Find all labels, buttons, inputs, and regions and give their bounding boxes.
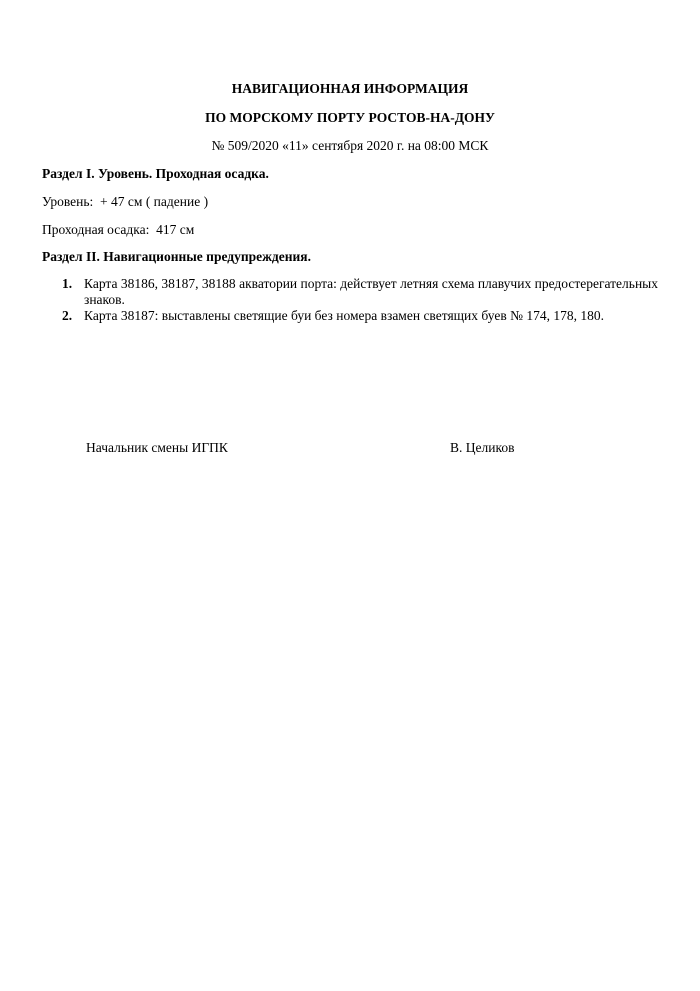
section1-heading: Раздел I. Уровень. Проходная осадка. <box>42 166 269 181</box>
signatory-role: Начальник смены ИГПК <box>86 440 228 455</box>
issue-number-date: № 509/2020 «11» сентября 2020 г. на 08:00 МСК <box>211 138 489 153</box>
document-title-line1: НАВИГАЦИОННАЯ ИНФОРМАЦИЯ <box>231 81 469 96</box>
document-title-line2: ПО МОРСКОМУ ПОРТУ РОСТОВ-НА-ДОНУ <box>205 110 495 125</box>
list-item-text: Карта 38187: выставлены светящие буи без номера взамен светящих буев № 174, 178, 180. <box>84 308 604 323</box>
list-item-number: 2. <box>62 308 73 323</box>
passage-draft: Проходная осадка: 417 см <box>42 222 195 237</box>
list-item <box>62 308 658 324</box>
signatory-name: В. Целиков <box>450 440 515 455</box>
water-level: Уровень: + 47 см ( падение ) <box>42 194 209 209</box>
list-item <box>62 276 658 308</box>
list-item-text: Карта 38186, 38187, 38188 акватории порта: действует летняя схема плавучих предостерегательных знаков. <box>84 276 658 307</box>
navigation-warnings-list <box>62 276 658 324</box>
section2-heading: Раздел II. Навигационные предупреждения. <box>42 249 311 264</box>
list-item-number: 1. <box>62 276 73 291</box>
